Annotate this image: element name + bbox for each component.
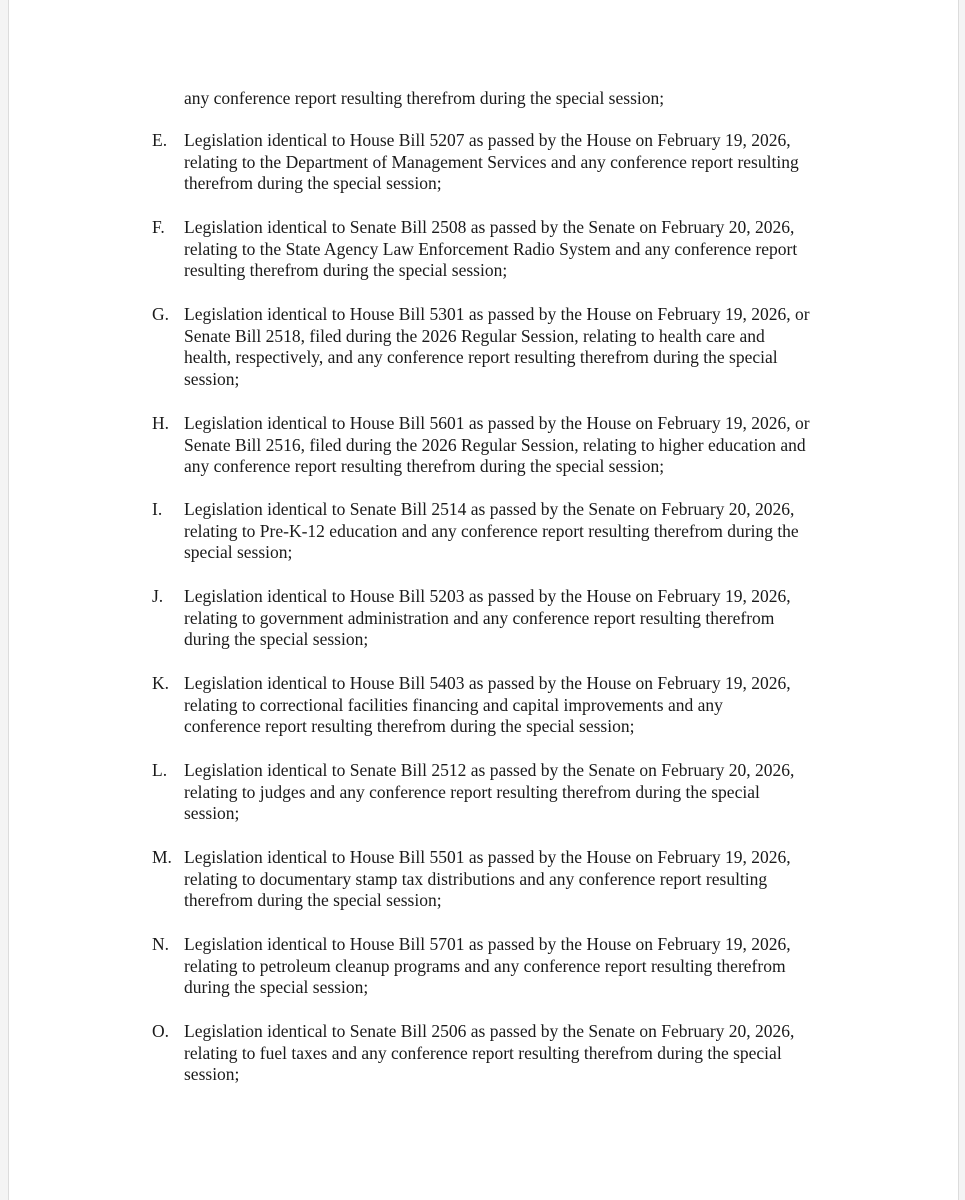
list-item-body: [184, 304, 874, 390]
list-item-letter: K.: [152, 673, 170, 693]
list-item-letter: J.: [152, 586, 164, 606]
list-item-letter: I.: [152, 499, 163, 519]
list-item-body: [184, 130, 874, 195]
text-line: therefrom during the special session;: [184, 173, 442, 194]
text-line: relating to Pre-K-12 education and any conference report resulting therefrom during the: [184, 520, 799, 541]
text-line: Legislation identical to Senate Bill 2508 as passed by the Senate on February 20, 2026,: [184, 217, 795, 237]
text-line: relating to government administration and any conference report resulting therefrom: [184, 607, 775, 628]
text-line: special session;: [184, 542, 293, 563]
text-line: session;: [184, 368, 240, 389]
text-line: resulting therefrom during the special session;: [184, 260, 508, 281]
list-item-letter: E.: [152, 130, 168, 150]
list-item-body: [184, 934, 874, 999]
text-line: relating to documentary stamp tax distributions and any conference report resulting: [184, 868, 768, 889]
text-line: Legislation identical to Senate Bill 2514 as passed by the Senate on February 20, 2026,: [184, 499, 795, 519]
list-item-body: [184, 760, 874, 825]
text-line: relating to the State Agency Law Enforcement Radio System and any conference report: [184, 238, 798, 259]
text-line: Legislation identical to House Bill 5601 as passed by the House on February 19, 2026, or: [184, 413, 810, 433]
text-line: Legislation identical to Senate Bill 2512 as passed by the Senate on February 20, 2026,: [184, 760, 795, 780]
text-line: Legislation identical to House Bill 5301 as passed by the House on February 19, 2026, or: [184, 304, 810, 324]
list-item-letter: F.: [152, 217, 165, 237]
list-item-body: [184, 847, 874, 912]
text-line: Legislation identical to House Bill 5501 as passed by the House on February 19, 2026,: [184, 847, 791, 867]
carryover-line: [184, 88, 874, 110]
text-line: during the special session;: [184, 629, 369, 650]
text-line: health, respectively, and any conference report resulting therefrom during the special: [184, 347, 778, 368]
text-line: relating to judges and any conference report resulting therefrom during the special: [184, 781, 760, 802]
list-item-body: [184, 673, 874, 738]
text-line: Senate Bill 2518, filed during the 2026 Regular Session, relating to health care and: [184, 325, 765, 346]
text-line: during the special session;: [184, 977, 369, 998]
text-line: relating to the Department of Management Services and any conference report resulting: [184, 151, 799, 172]
list-item-letter: G.: [152, 304, 170, 324]
text-line: Legislation identical to House Bill 5403 as passed by the House on February 19, 2026,: [184, 673, 791, 693]
text-line: any conference report resulting therefrom during the special session;: [184, 88, 665, 108]
text-line: relating to fuel taxes and any conference report resulting therefrom during the special: [184, 1042, 782, 1063]
list-item-body: [184, 1021, 874, 1086]
text-line: Legislation identical to House Bill 5207 as passed by the House on February 19, 2026,: [184, 130, 791, 150]
list-item-letter: H.: [152, 413, 170, 433]
list-item-letter: O.: [152, 1021, 170, 1041]
text-line: any conference report resulting therefrom during the special session;: [184, 456, 665, 477]
text-line: session;: [184, 1064, 240, 1085]
list-item-body: [184, 413, 874, 478]
text-line: Legislation identical to Senate Bill 2506 as passed by the Senate on February 20, 2026,: [184, 1021, 795, 1041]
text-line: relating to correctional facilities financing and capital improvements and any: [184, 694, 723, 715]
text-line: conference report resulting therefrom during the special session;: [184, 716, 635, 737]
text-line: relating to petroleum cleanup programs and any conference report resulting therefrom: [184, 955, 786, 976]
text-line: therefrom during the special session;: [184, 890, 442, 911]
list-item-letter: L.: [152, 760, 168, 780]
list-item-letter: N.: [152, 934, 170, 954]
text-line: Legislation identical to House Bill 5701 as passed by the House on February 19, 2026,: [184, 934, 791, 954]
text-line: Senate Bill 2516, filed during the 2026 Regular Session, relating to higher education and: [184, 434, 806, 455]
list-item-body: [184, 217, 874, 282]
list-item-body: [184, 586, 874, 651]
list-item-body: [184, 499, 874, 564]
document-page: [8, 0, 959, 1200]
text-line: session;: [184, 803, 240, 824]
text-line: Legislation identical to House Bill 5203 as passed by the House on February 19, 2026,: [184, 586, 791, 606]
list-item-letter: M.: [152, 847, 172, 867]
